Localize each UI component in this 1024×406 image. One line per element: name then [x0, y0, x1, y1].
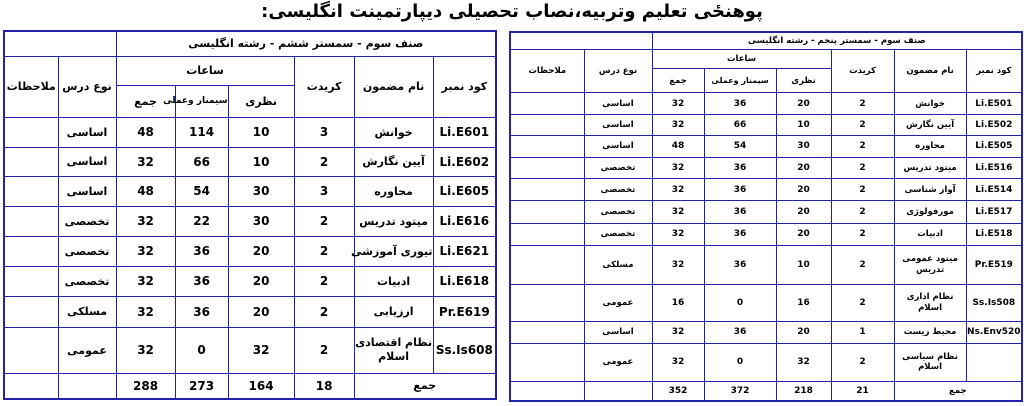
course-credit: 2	[831, 284, 894, 322]
semester-header-row	[4, 31, 496, 56]
course-code: Li.E601	[433, 117, 496, 147]
course-credit: 2	[294, 206, 354, 236]
table-row	[510, 178, 1022, 200]
course-subject: تیوری آموزشی	[354, 236, 433, 266]
total-label: جمع	[354, 373, 496, 399]
course-type: اساسی	[58, 117, 116, 147]
course-notes	[4, 206, 58, 236]
course-subject: نظام اقتصادی اسلام	[354, 327, 433, 373]
total-blank	[4, 373, 58, 399]
course-sum: 32	[652, 157, 704, 178]
table-row	[4, 296, 496, 327]
course-credit: 2	[831, 114, 894, 135]
course-theory: 10	[228, 117, 294, 147]
course-theory: 20	[776, 322, 831, 343]
course-practical: 22	[175, 206, 228, 236]
total-credit: 18	[294, 373, 354, 399]
course-practical: 0	[704, 343, 776, 382]
course-theory: 16	[776, 284, 831, 322]
course-theory: 20	[776, 223, 831, 245]
course-subject: مورفولوژی	[894, 201, 966, 223]
course-code: Pr.E519	[966, 245, 1022, 284]
header-type: نوع درس	[584, 49, 652, 93]
course-sum: 48	[116, 176, 175, 206]
course-subject: محیط زیست	[894, 322, 966, 343]
course-code: Li.E616	[433, 206, 496, 236]
course-notes	[510, 201, 584, 223]
course-code: Li.E602	[433, 147, 496, 176]
course-notes	[4, 117, 58, 147]
course-sum: 32	[116, 147, 175, 176]
semester-header-row	[510, 32, 1022, 49]
table-row	[510, 201, 1022, 223]
course-notes	[510, 178, 584, 200]
course-theory: 32	[228, 327, 294, 373]
course-sum: 32	[116, 206, 175, 236]
course-credit: 2	[831, 201, 894, 223]
page-title: پوهنځی تعلیم وتربیه،نصاب تحصیلی دیپارتمینت انگلیسی:	[261, 1, 763, 22]
header-credit: کریدت	[294, 56, 354, 117]
hours-header-row	[510, 49, 1022, 68]
table-row	[4, 206, 496, 236]
course-theory: 10	[776, 245, 831, 284]
course-notes	[4, 147, 58, 176]
course-practical: 0	[704, 284, 776, 322]
table-row	[4, 266, 496, 296]
course-subject: میتود تدریس	[354, 206, 433, 236]
course-subject: نظام اداری اسلام	[894, 284, 966, 322]
course-code: Ss.Is508	[966, 284, 1022, 322]
course-type: تخصصی	[58, 266, 116, 296]
header-sum: جمع	[116, 85, 175, 117]
total-blank	[584, 382, 652, 401]
course-notes	[510, 114, 584, 135]
header-hours: ساعات	[116, 56, 294, 85]
header-blank	[4, 31, 116, 56]
course-code: Li.E502	[966, 114, 1022, 135]
total-blank	[510, 382, 584, 401]
course-subject: میتود عمومی تدریس	[894, 245, 966, 284]
course-subject: خوانش	[354, 117, 433, 147]
course-code: Pr.E619	[433, 296, 496, 327]
total-practical: 372	[704, 382, 776, 401]
header-practical: سیمنار وعملی	[175, 85, 228, 117]
course-code: Li.E501	[966, 93, 1022, 114]
course-credit: 3	[294, 117, 354, 147]
course-credit: 2	[294, 236, 354, 266]
total-row	[4, 373, 496, 399]
total-credit: 21	[831, 382, 894, 401]
course-sum: 48	[116, 117, 175, 147]
course-type: اساسی	[58, 147, 116, 176]
course-credit: 2	[831, 93, 894, 114]
course-practical: 36	[704, 157, 776, 178]
table-row	[510, 114, 1022, 135]
course-theory: 20	[228, 266, 294, 296]
course-subject: آیین نگارش	[354, 147, 433, 176]
table-row	[4, 117, 496, 147]
course-theory: 30	[228, 176, 294, 206]
course-type: مسلکی	[584, 245, 652, 284]
course-credit: 2	[831, 223, 894, 245]
course-type: اساسی	[584, 322, 652, 343]
table-row	[4, 176, 496, 206]
course-sum: 32	[652, 245, 704, 284]
course-code: Ss.Is608	[433, 327, 496, 373]
course-credit: 2	[294, 327, 354, 373]
course-theory: 10	[228, 147, 294, 176]
course-code: Li.E518	[966, 223, 1022, 245]
course-code	[966, 343, 1022, 382]
course-subject: ادبیات	[354, 266, 433, 296]
course-code: Li.E621	[433, 236, 496, 266]
course-practical: 54	[175, 176, 228, 206]
course-sum: 32	[116, 236, 175, 266]
table-row	[510, 284, 1022, 322]
course-type: تخصصی	[584, 178, 652, 200]
header-subject: نام مضمون	[354, 56, 433, 117]
header-hours: ساعات	[652, 49, 831, 68]
course-type: اساسی	[584, 93, 652, 114]
course-theory: 20	[776, 178, 831, 200]
course-notes	[4, 176, 58, 206]
course-credit: 2	[294, 147, 354, 176]
course-credit: 1	[831, 322, 894, 343]
course-notes	[510, 245, 584, 284]
table-row	[510, 322, 1022, 343]
course-type: اساسی	[584, 136, 652, 157]
course-subject: محاوره	[354, 176, 433, 206]
course-notes	[4, 327, 58, 373]
total-sum: 288	[116, 373, 175, 399]
course-sum: 48	[652, 136, 704, 157]
course-notes	[510, 93, 584, 114]
course-subject: نظام سیاسی اسلام	[894, 343, 966, 382]
course-credit: 2	[831, 178, 894, 200]
table-row	[510, 157, 1022, 178]
hours-header-row	[4, 56, 496, 85]
course-notes	[510, 284, 584, 322]
table-row	[4, 236, 496, 266]
course-practical: 36	[704, 223, 776, 245]
course-credit: 3	[294, 176, 354, 206]
course-code: Li.E517	[966, 201, 1022, 223]
semester-label: صنف سوم - سمستر پنجم - رشته انگلیسی	[652, 32, 1022, 49]
course-practical: 66	[175, 147, 228, 176]
course-practical: 114	[175, 117, 228, 147]
course-code: Li.E618	[433, 266, 496, 296]
table-row	[4, 327, 496, 373]
course-credit: 2	[831, 343, 894, 382]
header-code: کود نمبر	[966, 49, 1022, 93]
table-row	[510, 245, 1022, 284]
course-credit: 2	[831, 157, 894, 178]
course-notes	[4, 296, 58, 327]
course-sum: 32	[652, 201, 704, 223]
table-row	[510, 343, 1022, 382]
course-practical: 36	[704, 178, 776, 200]
course-code: Li.E505	[966, 136, 1022, 157]
course-type: تخصصی	[584, 157, 652, 178]
course-code: Ns.Env520	[966, 322, 1022, 343]
course-practical: 36	[175, 296, 228, 327]
course-notes	[510, 157, 584, 178]
course-theory: 32	[776, 343, 831, 382]
course-credit: 2	[831, 245, 894, 284]
total-theory: 218	[776, 382, 831, 401]
course-practical: 66	[704, 114, 776, 135]
course-subject: آیین نگارش	[894, 114, 966, 135]
course-type: اساسی	[58, 176, 116, 206]
course-subject: میتود تدریس	[894, 157, 966, 178]
course-type: تخصصی	[58, 206, 116, 236]
course-practical: 0	[175, 327, 228, 373]
header-notes: ملاحظات	[510, 49, 584, 93]
table-row	[4, 147, 496, 176]
course-sum: 16	[652, 284, 704, 322]
course-practical: 36	[704, 201, 776, 223]
header-code: کود نمبر	[433, 56, 496, 117]
header-blank	[510, 32, 652, 49]
total-sum: 352	[652, 382, 704, 401]
course-practical: 36	[175, 266, 228, 296]
course-type: عمومی	[584, 284, 652, 322]
course-notes	[510, 136, 584, 157]
table-row	[510, 223, 1022, 245]
course-code: Li.E516	[966, 157, 1022, 178]
course-theory: 10	[776, 114, 831, 135]
course-sum: 32	[116, 266, 175, 296]
course-sum: 32	[652, 114, 704, 135]
course-credit: 2	[294, 266, 354, 296]
header-notes: ملاحظات	[4, 56, 58, 117]
course-theory: 30	[228, 206, 294, 236]
total-blank	[58, 373, 116, 399]
course-practical: 36	[175, 236, 228, 266]
table-row	[510, 136, 1022, 157]
course-type: تخصصی	[584, 223, 652, 245]
course-theory: 20	[776, 157, 831, 178]
total-label: جمع	[894, 382, 1022, 401]
course-subject: ادبیات	[894, 223, 966, 245]
course-type: عمومی	[584, 343, 652, 382]
semester-label: صنف سوم - سمستر ششم - رشته انگلیسی	[116, 31, 496, 56]
header-subject: نام مضمون	[894, 49, 966, 93]
table-row	[510, 93, 1022, 114]
course-subject: محاوره	[894, 136, 966, 157]
course-sum: 32	[652, 343, 704, 382]
course-subject: خوانش	[894, 93, 966, 114]
course-credit: 2	[294, 296, 354, 327]
course-theory: 30	[776, 136, 831, 157]
total-row	[510, 382, 1022, 401]
course-notes	[510, 322, 584, 343]
course-subject: آواز شناسی	[894, 178, 966, 200]
course-theory: 20	[776, 201, 831, 223]
course-notes	[4, 266, 58, 296]
header-practical: سیمنار وعملی	[704, 69, 776, 93]
course-sum: 32	[652, 178, 704, 200]
course-credit: 2	[831, 136, 894, 157]
course-type: تخصصی	[58, 236, 116, 266]
header-theory: نظری	[776, 69, 831, 93]
course-code: Li.E514	[966, 178, 1022, 200]
course-practical: 36	[704, 322, 776, 343]
header-credit: کریدت	[831, 49, 894, 93]
course-type: مسلکی	[58, 296, 116, 327]
semester-six-table	[3, 30, 497, 400]
course-practical: 36	[704, 245, 776, 284]
course-type: عمومی	[58, 327, 116, 373]
course-subject: ارزیابی	[354, 296, 433, 327]
total-theory: 164	[228, 373, 294, 399]
header-type: نوع درس	[58, 56, 116, 117]
course-notes	[510, 343, 584, 382]
course-code: Li.E605	[433, 176, 496, 206]
course-theory: 20	[776, 93, 831, 114]
course-theory: 20	[228, 296, 294, 327]
course-sum: 32	[652, 322, 704, 343]
course-notes	[510, 223, 584, 245]
course-sum: 32	[652, 223, 704, 245]
total-practical: 273	[175, 373, 228, 399]
course-practical: 54	[704, 136, 776, 157]
course-type: تخصصی	[584, 201, 652, 223]
header-sum: جمع	[652, 69, 704, 93]
course-theory: 20	[228, 236, 294, 266]
course-sum: 32	[652, 93, 704, 114]
course-sum: 32	[116, 296, 175, 327]
course-type: اساسی	[584, 114, 652, 135]
header-theory: نظری	[228, 85, 294, 117]
course-sum: 32	[116, 327, 175, 373]
semester-five-table	[509, 31, 1023, 402]
course-practical: 36	[704, 93, 776, 114]
course-notes	[4, 236, 58, 266]
